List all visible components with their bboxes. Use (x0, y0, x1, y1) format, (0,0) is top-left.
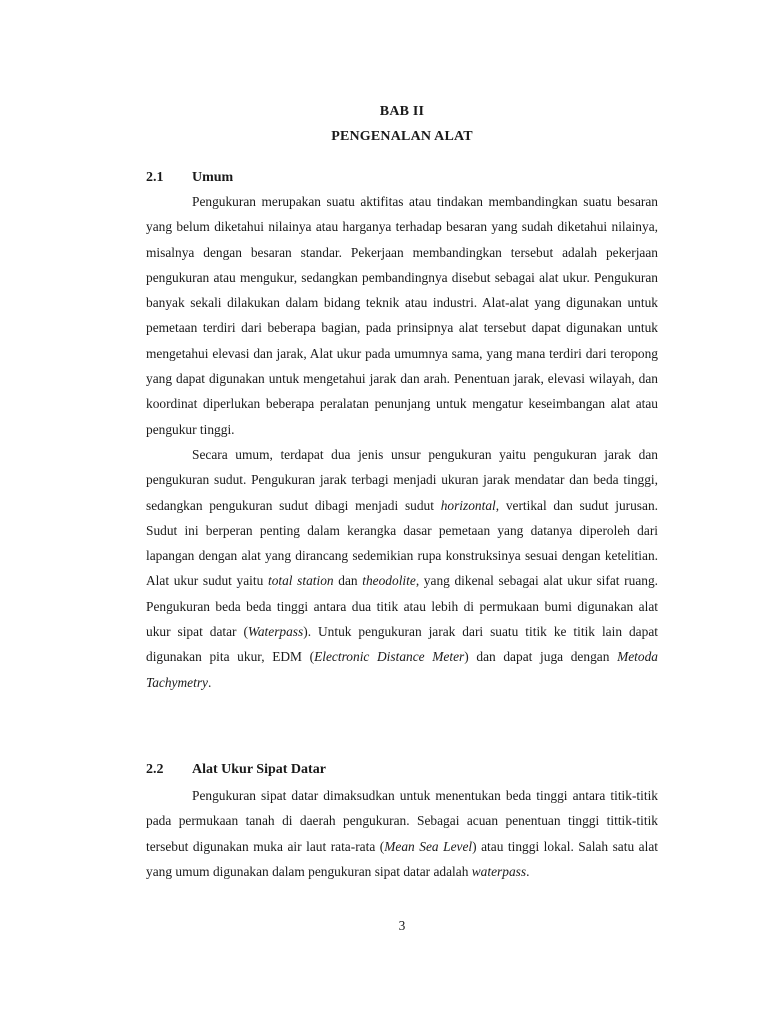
paragraph: Secara umum, terdapat dua jenis unsur pengukuran yaitu pengukuran jarak dan pengukuran sudut. Pengukuran jarak terbagi menjadi ukuran jarak mendatar dan beda tinggi, sedangkan pengukuran sudut dibagi menjadi sudut horizontal, vertikal dan sudut jurusan. Sudut ini berperan penting dalam kerangka dasar pemetaan yang datanya diperoleh dari lapangan dengan alat yang dirancang sedemikian rupa konstruksinya sesuai dengan ketelitian. Alat ukur sudut yaitu total station dan theodolite, yang dikenal sebagai alat ukur sifat ruang. Pengukuran beda beda tinggi antara dua titik atau lebih di permukaan bumi digunakan alat ukur sipat datar (Waterpass). Untuk pengukuran jarak dari suatu titik ke titik lain dapat digunakan pita ukur, EDM (Electronic Distance Meter) dan dapat juga dengan Metoda Tachymetry. (146, 446, 659, 690)
paragraph: Pengukuran merupakan suatu aktifitas atau tindakan membandingkan suatu besaran yang belum diketahui nilainya atau harganya terhadap besaran yang sudah diketahui nilainya, misalnya dengan besaran standar. Pekerjaan membandingkan tersebut adalah pekerjaan pengukuran atau mengukur, sedangkan pembandingnya disebut sebagai alat ukur. Pengukuran banyak sekali dilakukan dalam bidang teknik atau industri. Alat-alat yang digunakan untuk pemetaan terdiri dari beberapa bagian, pada prinsipnya alat tersebut dapat digunakan untuk mengetahui elevasi dan jarak, Alat ukur pada umumnya sama, yang mana terdiri dari teropong yang dapat digunakan untuk mengetahui jarak dan arah. Penentuan jarak, elevasi wilayah, dan koordinat diperlukan beberapa peralatan penunjang untuk mengatur keseimbangan alat atau pengukur tinggi. (146, 194, 658, 437)
section-heading-2-1 (146, 170, 233, 186)
section-2-1-body (146, 189, 658, 695)
chapter-title: PENGENALAN ALAT (331, 129, 473, 144)
section-2-2-body (146, 783, 658, 884)
section-heading-2-2 (146, 762, 326, 778)
paragraph: Pengukuran sipat datar dimaksudkan untuk menentukan beda tinggi antara titik-titik pada permukaan tanah di daerah pengukuran. Sebagai acuan penentuan tinggi tittik-titik tersebut digunakan muka air laut rata-rata (Mean Sea Level) atau tinggi lokal. Salah satu alat yang umum digunakan dalam pengukuran sipat datar adalah waterpass. (146, 788, 658, 879)
section-title: Alat Ukur Sipat Datar (192, 762, 326, 777)
section-number: 2.2 (146, 762, 164, 777)
chapter-number: BAB II (379, 104, 425, 119)
page-number: 3 (398, 918, 406, 933)
section-title: Umum (192, 170, 234, 185)
section-number: 2.1 (146, 170, 164, 185)
